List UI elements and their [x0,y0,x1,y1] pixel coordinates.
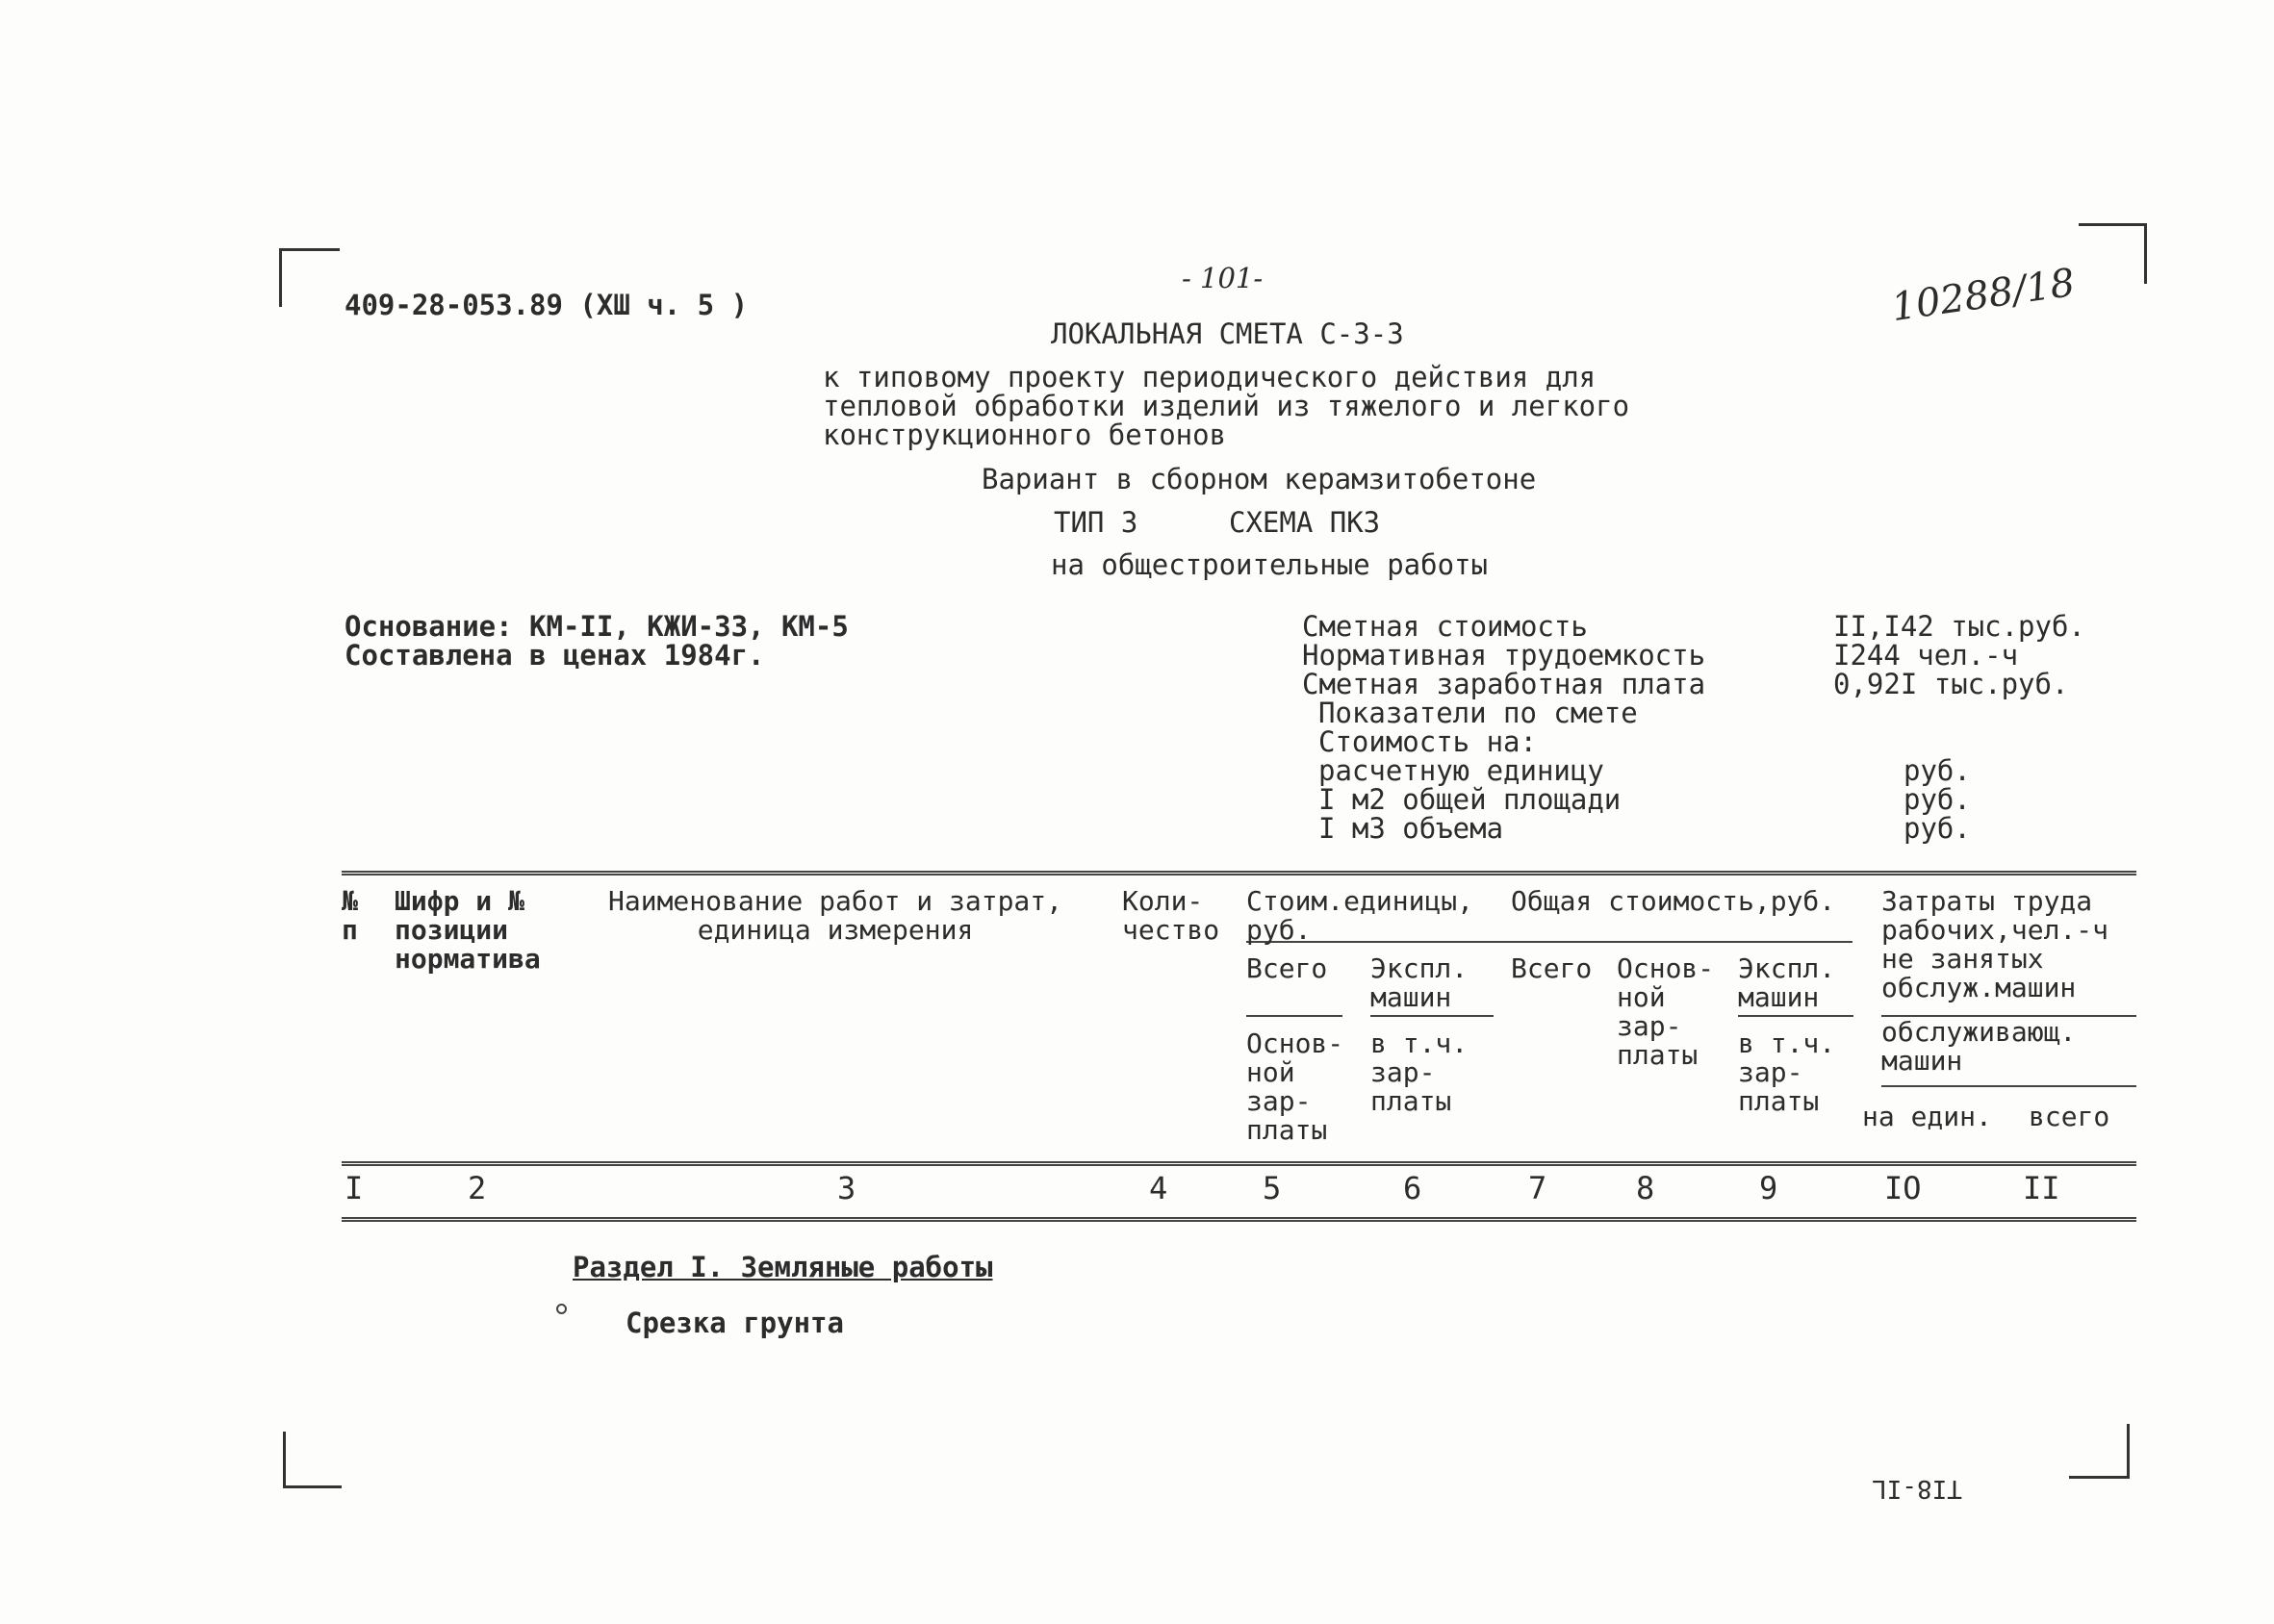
subtitle-line-2: тепловой обработки изделий из тяжелого и легкого [823,390,1630,422]
scheme-label: СХЕМА ПКЗ [1229,506,1381,539]
column-number-2: 2 [468,1170,487,1206]
header-code: Шифр и № позиции норматива [395,885,541,975]
crop-mark-bottom-right [2069,1424,2130,1479]
header-total-all: Всего [1511,952,1593,984]
rule-labor-2 [1881,1085,2136,1087]
header-labor: Затраты труда рабочих,чел.-ч не занятых обслуж.машин [1881,885,2109,1003]
subtitle-line-1: к типовому проекту периодического действия для [823,361,1597,393]
work-kind-line: на общестроительные работы [1051,548,1488,581]
type-label: ТИП 3 [1054,506,1138,539]
variant-line: Вариант в сборном керамзитобетоне [982,463,1537,495]
column-number-1: I [345,1170,364,1206]
header-quantity: Коли- чество [1122,885,1220,946]
header-unit-cost: Стоим.единицы, руб. [1246,885,1474,946]
column-number-7: 7 [1528,1170,1547,1206]
indicators-title: Показатели по смете [1318,697,1638,729]
summary-label-wage: Сметная заработная плата [1302,668,1706,700]
prices-line: Составлена в ценах 1984г. [345,639,765,672]
column-number-5: 5 [1263,1170,1282,1206]
header-labor-per-unit: на един. [1862,1101,1992,1132]
column-number-10: IO [1884,1170,1922,1206]
archive-number: 10288/18 [1888,260,2078,331]
rule-total-left [1246,1015,1342,1017]
unit-label-area: I м2 общей площади [1318,783,1622,816]
column-number-11: II [2023,1170,2060,1206]
estimate-title: ЛОКАЛЬНАЯ СМЕТА С-3-3 [1051,317,1404,350]
unit-value-volume: руб. [1904,812,1971,845]
header-labor-service: обслуживающ. машин [1881,1016,2077,1077]
crop-mark-bottom-left [283,1432,342,1488]
summary-label-labor: Нормативная трудоемкость [1302,639,1706,672]
summary-value-cost: II,I42 тыс.руб. [1833,610,2085,643]
header-total-machines-wage: в т.ч. зар- платы [1738,1028,1836,1117]
header-total-wage: Основ- ной зар- платы [1617,952,1715,1071]
column-number-6: 6 [1403,1170,1422,1206]
document-code: 409-28-053.89 (XШ ч. 5 ) [345,289,749,321]
header-unit-machines-wage: в т.ч. зар- платы [1370,1028,1469,1117]
column-number-9: 9 [1759,1170,1778,1206]
rule-machines-unit [1370,1015,1494,1017]
unit-label-volume: I м3 объема [1318,812,1504,845]
summary-label-cost: Сметная стоимость [1302,610,1588,643]
crop-mark-top-right [2079,223,2147,284]
column-number-3: 3 [837,1170,856,1206]
rule-column-numbers-top [342,1161,2136,1166]
footer-code: TI8-IL [1872,1474,1962,1503]
bullet-dot [556,1304,567,1314]
header-unit-total: Всего [1246,952,1328,984]
header-total-machines: Экспл. машин [1738,952,1836,1013]
header-total-cost: Общая стоимость,руб. [1511,885,1836,917]
header-row-number: № п [342,885,358,946]
unit-value-area: руб. [1904,783,1971,816]
subtitle-line-3: конструкционного бетонов [823,419,1227,451]
header-unit-machines: Экспл. машин [1370,952,1469,1013]
summary-value-wage: 0,92I тыс.руб. [1833,668,2069,700]
item-title: Срезка грунта [626,1307,844,1339]
summary-value-labor: I244 чел.-ч [1833,639,2019,672]
unit-label-calc: расчетную единицу [1318,754,1604,787]
cost-on-label: Стоимость на: [1318,725,1537,758]
basis-line: Основание: КМ-II, КЖИ-33, КМ-5 [345,610,849,643]
section-title: Раздел I. Земляные работы [573,1251,993,1283]
rule-column-numbers-bottom [342,1217,2136,1222]
page-number: - 101- [1182,262,1264,294]
column-number-8: 8 [1636,1170,1655,1206]
table-top-rule [342,871,2136,875]
crop-mark-top-left [279,248,340,307]
rule-machines-total [1738,1015,1853,1017]
unit-value-calc: руб. [1904,754,1971,787]
header-labor-all: всего [2029,1101,2110,1132]
column-number-4: 4 [1149,1170,1168,1206]
header-unit-wage: Основ- ной зар- платы [1246,1028,1344,1146]
header-name: Наименование работ и затрат, единица измерения [608,885,1063,946]
